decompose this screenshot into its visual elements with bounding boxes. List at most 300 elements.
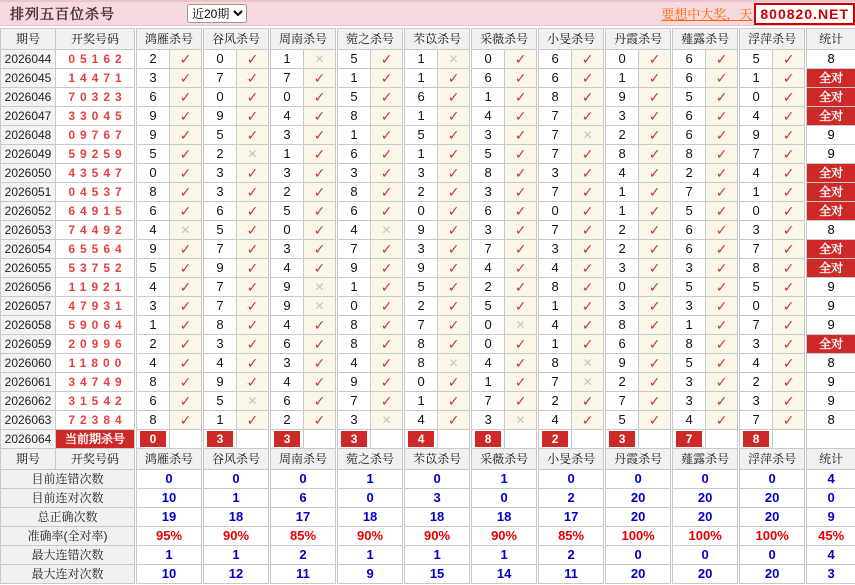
- check-icon: ✓: [438, 411, 471, 430]
- check-icon: ✓: [773, 221, 806, 240]
- check-icon: ✓: [438, 126, 471, 145]
- check-icon: ✓: [438, 240, 471, 259]
- kill-number-cell: 3: [538, 164, 572, 183]
- data-row: [1, 316, 855, 335]
- check-icon: ✓: [170, 373, 203, 392]
- column-header-expert-7: 丹霞杀号: [605, 29, 672, 50]
- check-icon: ✓: [371, 164, 404, 183]
- kill-number-cell: 6: [471, 69, 505, 88]
- summary-header-row: [1, 449, 855, 470]
- kill-number-cell: 7: [538, 126, 572, 145]
- check-icon: ✓: [706, 107, 739, 126]
- kill-number-cell: 8: [337, 107, 371, 126]
- period-cell: 2026060: [1, 354, 56, 373]
- kill-number-cell: 6: [605, 335, 639, 354]
- check-icon: ✓: [438, 297, 471, 316]
- kill-number-cell: 8: [471, 164, 505, 183]
- draw-numbers-cell: 05162: [56, 50, 136, 69]
- period-cell: 2026047: [1, 107, 56, 126]
- kill-number-cell: 3: [672, 392, 706, 411]
- kill-number-cell: 3: [672, 373, 706, 392]
- kill-number-cell: 2: [136, 335, 170, 354]
- kill-number-cell: 3: [739, 221, 773, 240]
- period-cell: 2026055: [1, 259, 56, 278]
- summary-value: 2: [538, 546, 605, 565]
- summary-value: 17: [270, 508, 337, 527]
- check-icon: ✓: [639, 259, 672, 278]
- kill-number-cell: 8: [538, 278, 572, 297]
- summary-value: 20: [605, 565, 672, 584]
- check-icon: ✓: [170, 297, 203, 316]
- check-icon: ✓: [371, 278, 404, 297]
- summary-value: 6: [270, 489, 337, 508]
- kill-number-cell: 4: [739, 354, 773, 373]
- check-icon: ✓: [371, 297, 404, 316]
- check-icon: ✓: [505, 164, 538, 183]
- kill-number-cell: 1: [404, 50, 438, 69]
- kill-number-cell: 2: [270, 183, 304, 202]
- kill-number-cell: 0: [270, 221, 304, 240]
- check-icon: ✓: [639, 354, 672, 373]
- check-icon: ✓: [773, 316, 806, 335]
- data-row: [1, 202, 855, 221]
- kill-number-cell: 3: [270, 240, 304, 259]
- summary-label: 目前连对次数: [1, 489, 136, 508]
- check-icon: ✓: [505, 88, 538, 107]
- summary-row: [1, 565, 855, 584]
- summary-row: [1, 470, 855, 489]
- kill-number-cell: 6: [672, 69, 706, 88]
- kill-number-cell: 7: [471, 392, 505, 411]
- summary-value: 85%: [270, 527, 337, 546]
- stat-cell: 8: [806, 411, 855, 430]
- summary-value: 17: [538, 508, 605, 527]
- summary-stat-value: 3: [806, 565, 855, 584]
- summary-stat-value: 0: [806, 489, 855, 508]
- check-icon: ✓: [237, 373, 270, 392]
- check-icon: ✓: [706, 202, 739, 221]
- check-icon: ✓: [639, 164, 672, 183]
- check-icon: ✓: [237, 316, 270, 335]
- data-row: [1, 354, 855, 373]
- kill-number-cell: 1: [471, 88, 505, 107]
- kill-number-cell: 5: [471, 145, 505, 164]
- check-icon: ✓: [639, 69, 672, 88]
- check-icon: ✓: [639, 240, 672, 259]
- check-icon: ✓: [773, 240, 806, 259]
- kill-number-cell: 6: [136, 88, 170, 107]
- stat-cell: 8: [806, 354, 855, 373]
- current-kill-cell: [471, 430, 505, 449]
- summary-value: 0: [136, 470, 203, 489]
- summary-label: 总正确次数: [1, 508, 136, 527]
- site-badge[interactable]: 800820.NET: [754, 3, 855, 25]
- check-icon: ✓: [505, 145, 538, 164]
- check-icon: ✓: [572, 278, 605, 297]
- data-row: [1, 183, 855, 202]
- summary-column-header-stat: 统计: [806, 449, 855, 470]
- stat-cell: 9: [806, 373, 855, 392]
- check-icon: ✓: [706, 88, 739, 107]
- summary-value: 95%: [136, 527, 203, 546]
- check-icon: ✓: [572, 183, 605, 202]
- data-row: [1, 221, 855, 240]
- check-icon: ✓: [572, 50, 605, 69]
- check-icon: ✓: [706, 297, 739, 316]
- kill-number-cell: 4: [538, 316, 572, 335]
- kill-number-cell: 1: [404, 145, 438, 164]
- summary-row: [1, 527, 855, 546]
- kill-number-cell: 6: [672, 221, 706, 240]
- summary-value: 20: [672, 565, 739, 584]
- period-cell: 2026052: [1, 202, 56, 221]
- kill-number-cell: 4: [605, 164, 639, 183]
- check-icon: ✓: [706, 392, 739, 411]
- data-row: [1, 126, 855, 145]
- check-icon: ✓: [639, 221, 672, 240]
- check-icon: ✓: [438, 392, 471, 411]
- kill-number-table: [0, 28, 855, 584]
- kill-number-cell: 6: [538, 69, 572, 88]
- cross-icon: ✕: [371, 411, 404, 430]
- kill-number-cell: 3: [672, 297, 706, 316]
- kill-number-cell: 8: [337, 316, 371, 335]
- check-icon: ✓: [170, 164, 203, 183]
- data-row: [1, 69, 855, 88]
- check-icon: ✓: [304, 88, 337, 107]
- kill-number-cell: 4: [672, 411, 706, 430]
- check-icon: ✓: [237, 202, 270, 221]
- check-icon: ✓: [505, 202, 538, 221]
- kill-number-cell: 1: [605, 69, 639, 88]
- kill-number-cell: 5: [337, 50, 371, 69]
- check-icon: ✓: [773, 278, 806, 297]
- column-header-expert-0: 鸿雁杀号: [136, 29, 203, 50]
- check-icon: ✓: [773, 297, 806, 316]
- check-icon: ✓: [706, 183, 739, 202]
- draw-numbers-cell: 11800: [56, 354, 136, 373]
- summary-value: 0: [672, 546, 739, 565]
- current-kill-number: 7: [676, 431, 702, 447]
- period-cell: 2026045: [1, 69, 56, 88]
- period-cell: 2026049: [1, 145, 56, 164]
- check-icon: ✓: [438, 145, 471, 164]
- summary-value: 90%: [404, 527, 471, 546]
- kill-number-cell: 7: [270, 69, 304, 88]
- draw-numbers-cell: 72384: [56, 411, 136, 430]
- period-cell: 2026048: [1, 126, 56, 145]
- kill-number-cell: 3: [471, 126, 505, 145]
- check-icon: ✓: [773, 145, 806, 164]
- kill-number-cell: 9: [136, 126, 170, 145]
- check-icon: ✓: [237, 354, 270, 373]
- current-kill-number: 0: [140, 431, 166, 447]
- kill-number-cell: 9: [404, 221, 438, 240]
- kill-number-cell: 4: [471, 107, 505, 126]
- check-icon: ✓: [572, 88, 605, 107]
- kill-number-cell: 1: [471, 373, 505, 392]
- kill-number-cell: 1: [538, 297, 572, 316]
- summary-column-header-expert-8: 薤露杀号: [672, 449, 739, 470]
- summary-stat-value: 9: [806, 508, 855, 527]
- check-icon: ✓: [304, 259, 337, 278]
- stat-cell: 8: [806, 50, 855, 69]
- promo-link[interactable]: 要想中大奖，天: [661, 7, 753, 22]
- kill-number-cell: 9: [337, 259, 371, 278]
- kill-number-cell: 3: [203, 183, 237, 202]
- kill-number-cell: 0: [471, 316, 505, 335]
- summary-value: 0: [270, 470, 337, 489]
- check-icon: ✓: [237, 126, 270, 145]
- all-correct-badge: 全对: [806, 335, 855, 354]
- kill-number-cell: 1: [404, 107, 438, 126]
- current-kill-number: 3: [609, 431, 635, 447]
- check-icon: ✓: [706, 164, 739, 183]
- kill-number-cell: 7: [471, 240, 505, 259]
- period-range-select[interactable]: [187, 4, 247, 23]
- kill-number-cell: 9: [136, 107, 170, 126]
- all-correct-badge: 全对: [806, 88, 855, 107]
- cross-icon: ✕: [170, 221, 203, 240]
- summary-value: 20: [672, 508, 739, 527]
- summary-value: 1: [404, 546, 471, 565]
- summary-value: 100%: [605, 527, 672, 546]
- column-header-expert-8: 薤露杀号: [672, 29, 739, 50]
- column-header-expert-9: 浮萍杀号: [739, 29, 806, 50]
- cross-icon: ✕: [237, 145, 270, 164]
- empty-cell: [505, 430, 538, 449]
- kill-number-cell: 4: [538, 259, 572, 278]
- summary-stat-value: 4: [806, 470, 855, 489]
- summary-value: 18: [337, 508, 404, 527]
- stat-cell: 9: [806, 297, 855, 316]
- current-kill-number: 3: [207, 431, 233, 447]
- check-icon: ✓: [505, 335, 538, 354]
- kill-number-cell: 6: [270, 335, 304, 354]
- check-icon: ✓: [706, 335, 739, 354]
- check-icon: ✓: [170, 50, 203, 69]
- summary-label: 最大连对次数: [1, 565, 136, 584]
- kill-number-cell: 6: [337, 145, 371, 164]
- check-icon: ✓: [170, 126, 203, 145]
- kill-number-cell: 1: [605, 202, 639, 221]
- check-icon: ✓: [438, 316, 471, 335]
- check-icon: ✓: [505, 392, 538, 411]
- kill-number-cell: 1: [404, 392, 438, 411]
- check-icon: ✓: [773, 126, 806, 145]
- data-row: [1, 335, 855, 354]
- check-icon: ✓: [505, 259, 538, 278]
- check-icon: ✓: [773, 183, 806, 202]
- summary-value: 18: [404, 508, 471, 527]
- check-icon: ✓: [170, 354, 203, 373]
- kill-number-cell: 3: [471, 411, 505, 430]
- kill-number-cell: 6: [337, 202, 371, 221]
- summary-value: 1: [471, 546, 538, 565]
- draw-numbers-cell: 14471: [56, 69, 136, 88]
- summary-row: [1, 546, 855, 565]
- kill-number-cell: 7: [739, 240, 773, 259]
- kill-number-cell: 2: [739, 373, 773, 392]
- kill-number-cell: 0: [739, 297, 773, 316]
- kill-number-cell: 1: [203, 411, 237, 430]
- summary-value: 2: [270, 546, 337, 565]
- check-icon: ✓: [170, 259, 203, 278]
- check-icon: ✓: [773, 107, 806, 126]
- cross-icon: ✕: [572, 373, 605, 392]
- check-icon: ✓: [639, 392, 672, 411]
- empty-cell: [773, 430, 806, 449]
- kill-number-cell: 2: [404, 183, 438, 202]
- kill-number-cell: 3: [337, 411, 371, 430]
- kill-number-cell: 6: [203, 202, 237, 221]
- check-icon: ✓: [773, 392, 806, 411]
- kill-number-cell: 5: [605, 411, 639, 430]
- kill-number-cell: 4: [739, 164, 773, 183]
- check-icon: ✓: [237, 335, 270, 354]
- summary-value: 20: [739, 565, 806, 584]
- summary-value: 9: [337, 565, 404, 584]
- draw-numbers-cell: 70323: [56, 88, 136, 107]
- kill-number-cell: 3: [203, 335, 237, 354]
- summary-column-header-expert-1: 谷风杀号: [203, 449, 270, 470]
- cross-icon: ✕: [572, 354, 605, 373]
- draw-numbers-cell: 20996: [56, 335, 136, 354]
- topbar: [0, 0, 855, 26]
- check-icon: ✓: [639, 50, 672, 69]
- summary-value: 11: [270, 565, 337, 584]
- kill-number-cell: 3: [739, 335, 773, 354]
- summary-value: 14: [471, 565, 538, 584]
- kill-number-cell: 6: [270, 392, 304, 411]
- check-icon: ✓: [505, 69, 538, 88]
- period-cell: 2026063: [1, 411, 56, 430]
- kill-number-cell: 9: [270, 278, 304, 297]
- kill-number-cell: 4: [471, 354, 505, 373]
- check-icon: ✓: [505, 126, 538, 145]
- kill-number-cell: 1: [136, 316, 170, 335]
- kill-number-cell: 2: [136, 50, 170, 69]
- check-icon: ✓: [572, 69, 605, 88]
- check-icon: ✓: [706, 69, 739, 88]
- check-icon: ✓: [237, 221, 270, 240]
- check-icon: ✓: [572, 164, 605, 183]
- kill-number-cell: 5: [672, 354, 706, 373]
- check-icon: ✓: [639, 107, 672, 126]
- check-icon: ✓: [773, 88, 806, 107]
- empty-cell: [706, 430, 739, 449]
- summary-column-header-expert-7: 丹霞杀号: [605, 449, 672, 470]
- empty-cell: [572, 430, 605, 449]
- check-icon: ✓: [773, 202, 806, 221]
- kill-number-cell: 4: [270, 107, 304, 126]
- kill-number-cell: 9: [404, 259, 438, 278]
- check-icon: ✓: [170, 316, 203, 335]
- summary-value: 10: [136, 489, 203, 508]
- summary-value: 15: [404, 565, 471, 584]
- summary-value: 1: [337, 470, 404, 489]
- check-icon: ✓: [237, 259, 270, 278]
- period-cell: 2026059: [1, 335, 56, 354]
- column-header-expert-2: 周南杀号: [270, 29, 337, 50]
- summary-value: 0: [605, 470, 672, 489]
- empty-cell: [237, 430, 270, 449]
- check-icon: ✓: [170, 107, 203, 126]
- summary-column-header-expert-5: 采薇杀号: [471, 449, 538, 470]
- kill-number-cell: 3: [672, 259, 706, 278]
- kill-number-cell: 8: [136, 411, 170, 430]
- summary-value: 90%: [337, 527, 404, 546]
- check-icon: ✓: [438, 88, 471, 107]
- stat-cell: [806, 430, 855, 449]
- check-icon: ✓: [572, 259, 605, 278]
- kill-number-cell: 2: [538, 392, 572, 411]
- summary-row: [1, 489, 855, 508]
- kill-number-cell: 0: [605, 50, 639, 69]
- check-icon: ✓: [505, 221, 538, 240]
- kill-number-cell: 6: [672, 240, 706, 259]
- kill-number-cell: 7: [739, 316, 773, 335]
- kill-number-cell: 1: [337, 69, 371, 88]
- summary-value: 1: [203, 489, 270, 508]
- summary-value: 20: [605, 508, 672, 527]
- summary-row: [1, 508, 855, 527]
- kill-number-cell: 0: [203, 88, 237, 107]
- draw-numbers-cell: 31542: [56, 392, 136, 411]
- kill-number-cell: 9: [203, 107, 237, 126]
- check-icon: ✓: [706, 145, 739, 164]
- kill-number-cell: 5: [136, 145, 170, 164]
- draw-numbers-cell: 64915: [56, 202, 136, 221]
- current-kill-number: 3: [341, 431, 367, 447]
- summary-value: 2: [538, 489, 605, 508]
- kill-number-cell: 2: [672, 164, 706, 183]
- check-icon: ✓: [237, 297, 270, 316]
- period-cell: 2026056: [1, 278, 56, 297]
- check-icon: ✓: [304, 354, 337, 373]
- check-icon: ✓: [237, 69, 270, 88]
- kill-number-cell: 5: [672, 202, 706, 221]
- summary-label: 目前连错次数: [1, 470, 136, 489]
- check-icon: ✓: [639, 183, 672, 202]
- kill-number-cell: 1: [404, 69, 438, 88]
- draw-numbers-cell: 65564: [56, 240, 136, 259]
- kill-number-cell: 5: [203, 221, 237, 240]
- page-title: 排列五百位杀号: [10, 5, 115, 22]
- current-kill-number: 8: [475, 431, 501, 447]
- kill-number-cell: 1: [337, 278, 371, 297]
- summary-column-header-period: 期号: [1, 449, 56, 470]
- kill-number-cell: 7: [404, 316, 438, 335]
- check-icon: ✓: [706, 278, 739, 297]
- check-icon: ✓: [572, 240, 605, 259]
- draw-numbers-cell: 59259: [56, 145, 136, 164]
- cross-icon: ✕: [505, 411, 538, 430]
- empty-cell: [170, 430, 203, 449]
- stat-cell: 9: [806, 392, 855, 411]
- kill-number-cell: 4: [337, 354, 371, 373]
- summary-column-header-expert-9: 浮萍杀号: [739, 449, 806, 470]
- check-icon: ✓: [304, 316, 337, 335]
- stat-cell: 9: [806, 278, 855, 297]
- period-cell: 2026046: [1, 88, 56, 107]
- current-kill-cell: [337, 430, 371, 449]
- kill-number-cell: 7: [203, 69, 237, 88]
- check-icon: ✓: [505, 354, 538, 373]
- kill-number-cell: 9: [739, 126, 773, 145]
- check-icon: ✓: [304, 202, 337, 221]
- kill-number-cell: 8: [136, 373, 170, 392]
